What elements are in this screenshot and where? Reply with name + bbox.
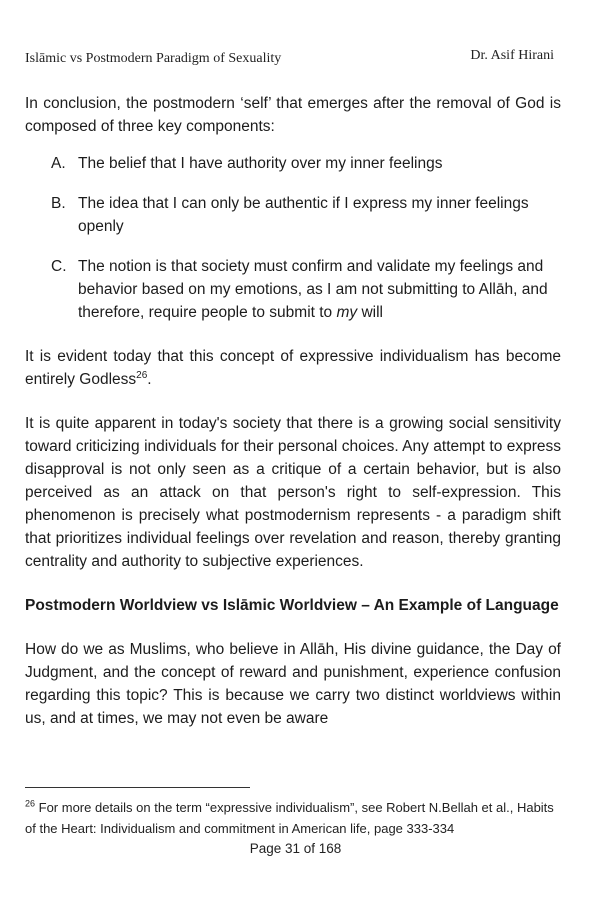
section-heading: Postmodern Worldview vs Islāmic Worldview – An Example of Language [25, 597, 559, 614]
components-list [25, 152, 561, 324]
worldview-paragraph: How do we as Muslims, who believe in Allāh, His divine guidance, the Day of Judgment, and the concept of reward and punishment, experience confusion regarding this topic? This is because we carry two distinct worldviews within us, and at times, we may not even be aware [25, 641, 561, 727]
footnote-number: 26 [25, 798, 36, 809]
list-marker: A. [51, 155, 66, 172]
list-item [25, 192, 561, 238]
page-number: Page 31 of 168 [249, 841, 342, 856]
list-item-text: The idea that I can only be authentic if I express my inner feelings openly [78, 195, 529, 235]
list-marker: C. [51, 258, 67, 275]
list-item-text: The belief that I have authority over my inner feelings [78, 155, 443, 172]
footnote-text: For more details on the term “expressive individualism”, see Robert N.Bellah et al., Habits of the Heart: Individualism and commitment in American life, page 333-334 [25, 800, 554, 836]
list-item [25, 255, 561, 324]
body-text [25, 92, 561, 730]
list-item-text [78, 258, 548, 321]
footnote [25, 797, 565, 839]
paragraph-end: . [147, 371, 152, 388]
sensitivity-paragraph: It is quite apparent in today's society that there is a growing social sensitivity toward criticizing individuals for their personal choices. Any attempt to express disapproval is not only seen as a critique of a certain behavior, but is also perceived as an attack on that person's right to self-expression. This phenomenon is precisely what postmodernism represents - a paradigm shift that prioritizes individual feelings over revelation and reason, thereby granting centrality and authority to subjective experiences. [25, 415, 561, 570]
list-item [25, 152, 561, 175]
list-item-text-end: will [357, 304, 383, 321]
godless-paragraph [25, 345, 561, 391]
running-header-title: Islāmic vs Postmodern Paradigm of Sexuality [25, 51, 282, 66]
intro-paragraph: In conclusion, the postmodern ‘self’ that emerges after the removal of God is composed of three key components: [25, 95, 561, 135]
paragraph-text: It is evident today that this concept of expressive individualism has become entirely Godless [25, 348, 561, 388]
running-header-author: Dr. Asif Hirani [470, 48, 554, 63]
emphasis-text: my [336, 304, 358, 321]
footnote-divider [25, 787, 250, 788]
list-marker: B. [51, 195, 66, 212]
footnote-reference[interactable]: 26 [136, 369, 148, 381]
list-item-text-start: The notion is that society must confirm and validate my feelings and behavior based on my emotions, as I am not submitting to Allāh, and therefore, require people to submit to [78, 258, 548, 321]
